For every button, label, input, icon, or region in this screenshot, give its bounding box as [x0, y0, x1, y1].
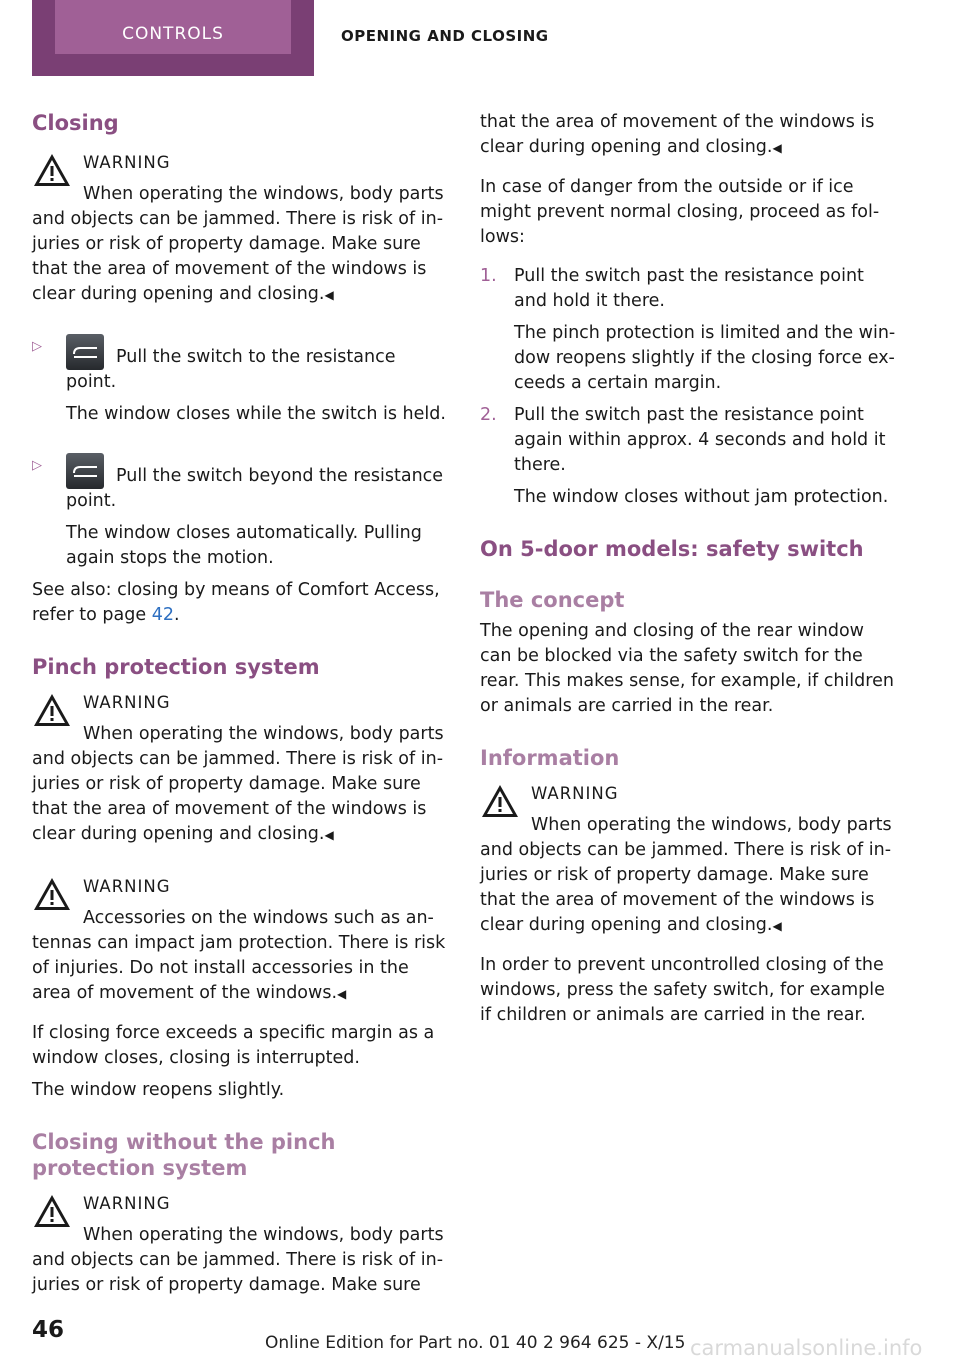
list-item — [32, 334, 446, 427]
page-number: 46 — [32, 1317, 65, 1343]
concept-heading: The concept — [480, 588, 625, 612]
page-link[interactable]: 42 — [151, 605, 174, 625]
warning-text: and objects can be jammed. There is risk of in-juries or risk of property damage. Make sure that the area of movement of the windows is clear during opening and closing. — [480, 840, 892, 935]
header-tab — [32, 0, 314, 76]
warning-icon — [32, 1193, 72, 1229]
list-item-subtext: The window closes while the switch is held. — [66, 404, 446, 424]
end-mark: ◀ — [324, 288, 334, 302]
end-mark: ◀ — [337, 987, 347, 1001]
step-text: Pull the switch past the resistance point and hold it there. — [514, 266, 864, 311]
step-subtext: The window closes without jam protection. — [514, 487, 889, 507]
warning-block — [480, 781, 900, 939]
warning-icon — [480, 783, 520, 819]
warning-icon — [32, 152, 72, 188]
body-paragraph: The window reopens slightly. — [32, 1080, 285, 1100]
warning-text: tennas can impact jam protection. There is risk of injuries. Do not install accessories in the area of movement of the windows. — [32, 933, 446, 1003]
warning-block — [32, 1191, 446, 1298]
numbered-item — [480, 403, 900, 510]
list-item-text: Pull the switch beyond the resistance point. — [66, 466, 444, 511]
warning-text: When operating the windows, body parts — [83, 724, 444, 744]
section-title: OPENING AND CLOSING — [341, 27, 549, 45]
left-column — [32, 110, 446, 1298]
warning-title: WARNING — [83, 693, 171, 712]
step-number: 2. — [480, 405, 497, 425]
warning-block — [32, 150, 446, 308]
warning-text: and objects can be jammed. There is risk of in-juries or risk of property damage. Make sure that the area of movement of the windows is clear during opening and closing. — [32, 209, 444, 304]
end-mark: ◀ — [772, 919, 782, 933]
body-paragraph: If closing force exceeds a specific margin as a window closes, closing is interrupted. — [32, 1023, 435, 1068]
safety-switch-heading: On 5-door models: safety switch — [480, 537, 864, 561]
window-switch-icon — [66, 453, 104, 489]
numbered-item — [480, 264, 900, 396]
bullet-triangle-icon: ▷ — [32, 339, 42, 354]
pinch-heading: Pinch protection system — [32, 655, 320, 679]
step-number: 1. — [480, 266, 497, 286]
continued-text: that the area of movement of the windows is clear during opening and closing. — [480, 112, 875, 157]
warning-title: WARNING — [83, 1194, 171, 1213]
body-paragraph: In case of danger from the outside or if ice might prevent normal closing, proceed as fol-lows: — [480, 177, 880, 247]
step-text: Pull the switch past the resistance point again within approx. 4 seconds and hold it there. — [514, 405, 886, 475]
warning-title: WARNING — [83, 877, 171, 896]
warning-icon — [32, 692, 72, 728]
right-column — [480, 110, 900, 1028]
edition-footer: Online Edition for Part no. 01 40 2 964 625 - X/15 — [265, 1333, 686, 1353]
header-tab-inner — [55, 0, 291, 54]
warning-text: Accessories on the windows such as an- — [83, 908, 434, 928]
window-switch-icon — [66, 334, 104, 370]
closing-heading: Closing — [32, 111, 119, 135]
body-paragraph: In order to prevent uncontrolled closing of the windows, press the safety switch, for example if children or animals are carried in the rear. — [480, 955, 885, 1025]
bullet-triangle-icon: ▷ — [32, 458, 42, 473]
warning-title: WARNING — [83, 153, 171, 172]
information-heading: Information — [480, 746, 620, 770]
warning-text: and objects can be jammed. There is risk of in-juries or risk of property damage. Make sure that the area of movement of the windows is clear during opening and closing. — [32, 749, 444, 844]
see-also-paragraph: See also: closing by means of Comfort Access, refer to page 42. — [32, 580, 440, 625]
watermark: carmanualsonline.info — [690, 1336, 923, 1360]
warning-text: When operating the windows, body parts — [83, 184, 444, 204]
step-subtext: The pinch protection is limited and the win-dow reopens slightly if the closing force ex-ceeds a certain margin. — [514, 323, 896, 393]
see-also-text: See also: closing by means of Comfort Access, refer to page — [32, 580, 440, 625]
chapter-label: CONTROLS — [122, 24, 224, 44]
warning-text: and objects can be jammed. There is risk of in-juries or risk of property damage. Make sure — [32, 1250, 444, 1295]
warning-title: WARNING — [531, 784, 619, 803]
warning-text: When operating the windows, body parts — [83, 1225, 444, 1245]
end-mark: ◀ — [772, 141, 782, 155]
warning-block — [32, 874, 446, 1007]
list-item-text: Pull the switch to the resistance point. — [66, 347, 396, 392]
list-item-subtext: The window closes automatically. Pulling again stops the motion. — [66, 523, 422, 568]
warning-block — [32, 690, 446, 848]
warning-text: When operating the windows, body parts — [531, 815, 892, 835]
body-paragraph: The opening and closing of the rear window can be blocked via the safety switch for the rear. This makes sense, for example, if children or animals are carried in the rear. — [480, 621, 894, 716]
without-pinch-heading: Closing without the pinch protection system — [32, 1130, 336, 1180]
list-item — [32, 453, 446, 571]
warning-icon — [32, 876, 72, 912]
end-mark: ◀ — [324, 828, 334, 842]
